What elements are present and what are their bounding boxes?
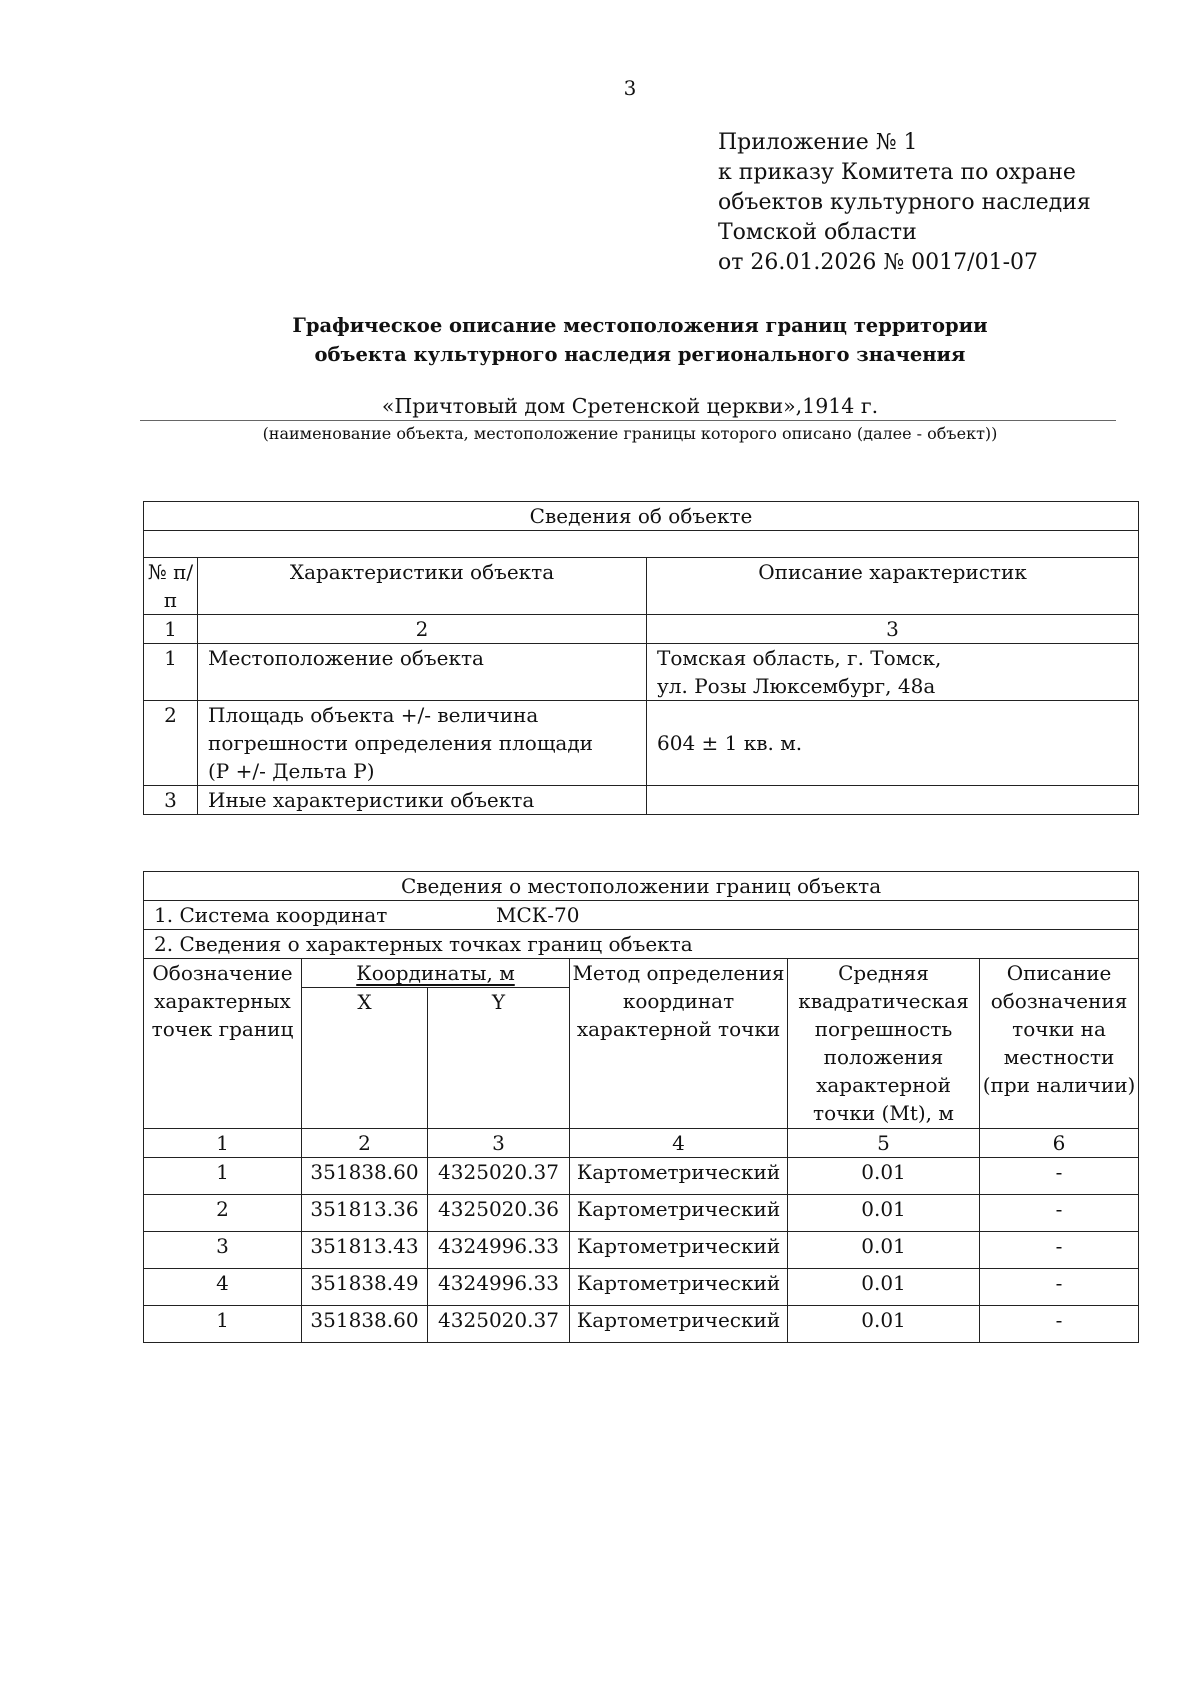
description-line: Томская область, г. Томск, [657, 646, 942, 670]
row-num: 3 [144, 786, 198, 815]
desc-cell: - [980, 1195, 1139, 1232]
appendix-line: к приказу Комитета по охране [718, 160, 1076, 185]
y-cell: 4324996.33 [428, 1269, 570, 1306]
coordinates-label: Координаты, м [356, 961, 515, 985]
table-title: Сведения о местоположении границ объекта [144, 872, 1139, 901]
object-name-underline [140, 420, 1116, 421]
header-designation: Обозначение характерных точек границ [144, 959, 302, 1129]
desc-cell: - [980, 1269, 1139, 1306]
index-cell: 3 [647, 615, 1139, 644]
point-cell: 2 [144, 1195, 302, 1232]
point-cell: 4 [144, 1269, 302, 1306]
coord-system-value: МСК-70 [496, 903, 580, 927]
header-num: № п/п [144, 558, 198, 615]
error-cell: 0.01 [788, 1232, 980, 1269]
desc-cell: - [980, 1306, 1139, 1343]
error-cell: 0.01 [788, 1158, 980, 1195]
header-error: Средняя квадратическая погрешность положения характерной точки (Mt), м [788, 959, 980, 1129]
row-num: 1 [144, 644, 198, 701]
table-title: Сведения об объекте [144, 502, 1139, 531]
y-cell: 4325020.37 [428, 1306, 570, 1343]
header-method: Метод определения координат характерной точки [570, 959, 788, 1129]
index-cell: 3 [428, 1129, 570, 1158]
index-cell: 5 [788, 1129, 980, 1158]
header-x: X [302, 988, 428, 1129]
error-cell: 0.01 [788, 1306, 980, 1343]
x-cell: 351813.43 [302, 1232, 428, 1269]
error-cell: 0.01 [788, 1195, 980, 1232]
points-label: 2. Сведения о характерных точках границ объекта [144, 930, 1139, 959]
page-number: 3 [623, 76, 637, 100]
appendix-line: от 26.01.2026 № 0017/01-07 [718, 250, 1038, 275]
table-row [144, 1269, 1139, 1306]
method-cell: Картометрический [570, 1306, 788, 1343]
header-y: Y [428, 988, 570, 1129]
coord-system-label: 1. Система координат [154, 903, 388, 927]
table-row [144, 1195, 1139, 1232]
object-info-table [143, 501, 1139, 815]
description-line: ул. Розы Люксембург, 48а [657, 674, 936, 698]
point-cell: 1 [144, 1306, 302, 1343]
title-line: объекта культурного наследия регионального значения [314, 343, 966, 366]
table-row [144, 786, 1139, 815]
header-description: Описание характеристик [647, 558, 1139, 615]
table-row [144, 1158, 1139, 1195]
point-cell: 3 [144, 1232, 302, 1269]
row-description [647, 786, 1139, 815]
object-name: «Причтовый дом Сретенской церкви»,1914 г. [381, 394, 879, 418]
header-description: Описание обозначения точки на местности (при наличии) [980, 959, 1139, 1129]
y-cell: 4325020.36 [428, 1195, 570, 1232]
coord-system-row [144, 901, 1139, 930]
index-cell: 6 [980, 1129, 1139, 1158]
header-coordinates [302, 959, 570, 988]
characteristic-line: Площадь объекта +/- величина [208, 703, 539, 727]
y-cell: 4325020.37 [428, 1158, 570, 1195]
appendix-block [718, 128, 1091, 278]
method-cell: Картометрический [570, 1269, 788, 1306]
characteristic-line: погрешности определения площади [208, 731, 593, 755]
object-caption: (наименование объекта, местоположение границы которого описано (далее - объект)) [262, 424, 998, 443]
index-cell: 4 [570, 1129, 788, 1158]
title-line: Графическое описание местоположения границ территории [292, 314, 988, 337]
appendix-line: Томской области [718, 220, 917, 245]
table-row [144, 644, 1139, 701]
x-cell: 351813.36 [302, 1195, 428, 1232]
row-description: 604 ± 1 кв. м. [647, 701, 1139, 786]
appendix-line: объектов культурного наследия [718, 190, 1091, 215]
index-cell: 1 [144, 1129, 302, 1158]
index-cell: 2 [302, 1129, 428, 1158]
appendix-line: Приложение № 1 [718, 130, 918, 155]
desc-cell: - [980, 1232, 1139, 1269]
x-cell: 351838.49 [302, 1269, 428, 1306]
index-cell: 1 [144, 615, 198, 644]
empty-row [144, 531, 1139, 558]
row-characteristic: Местоположение объекта [198, 644, 647, 701]
y-cell: 4324996.33 [428, 1232, 570, 1269]
index-cell: 2 [198, 615, 647, 644]
table-row [144, 1232, 1139, 1269]
row-characteristic: Иные характеристики объекта [198, 786, 647, 815]
document-title [0, 311, 1200, 369]
row-description [647, 644, 1139, 701]
boundary-points-table [143, 871, 1139, 1343]
row-num: 2 [144, 701, 198, 786]
table-row [144, 1306, 1139, 1343]
error-cell: 0.01 [788, 1269, 980, 1306]
header-characteristic: Характеристики объекта [198, 558, 647, 615]
method-cell: Картометрический [570, 1195, 788, 1232]
point-cell: 1 [144, 1158, 302, 1195]
x-cell: 351838.60 [302, 1158, 428, 1195]
characteristic-line: (Р +/- Дельта Р) [208, 759, 375, 783]
desc-cell: - [980, 1158, 1139, 1195]
method-cell: Картометрический [570, 1232, 788, 1269]
table-row [144, 701, 1139, 786]
x-cell: 351838.60 [302, 1306, 428, 1343]
row-characteristic [198, 701, 647, 786]
method-cell: Картометрический [570, 1158, 788, 1195]
